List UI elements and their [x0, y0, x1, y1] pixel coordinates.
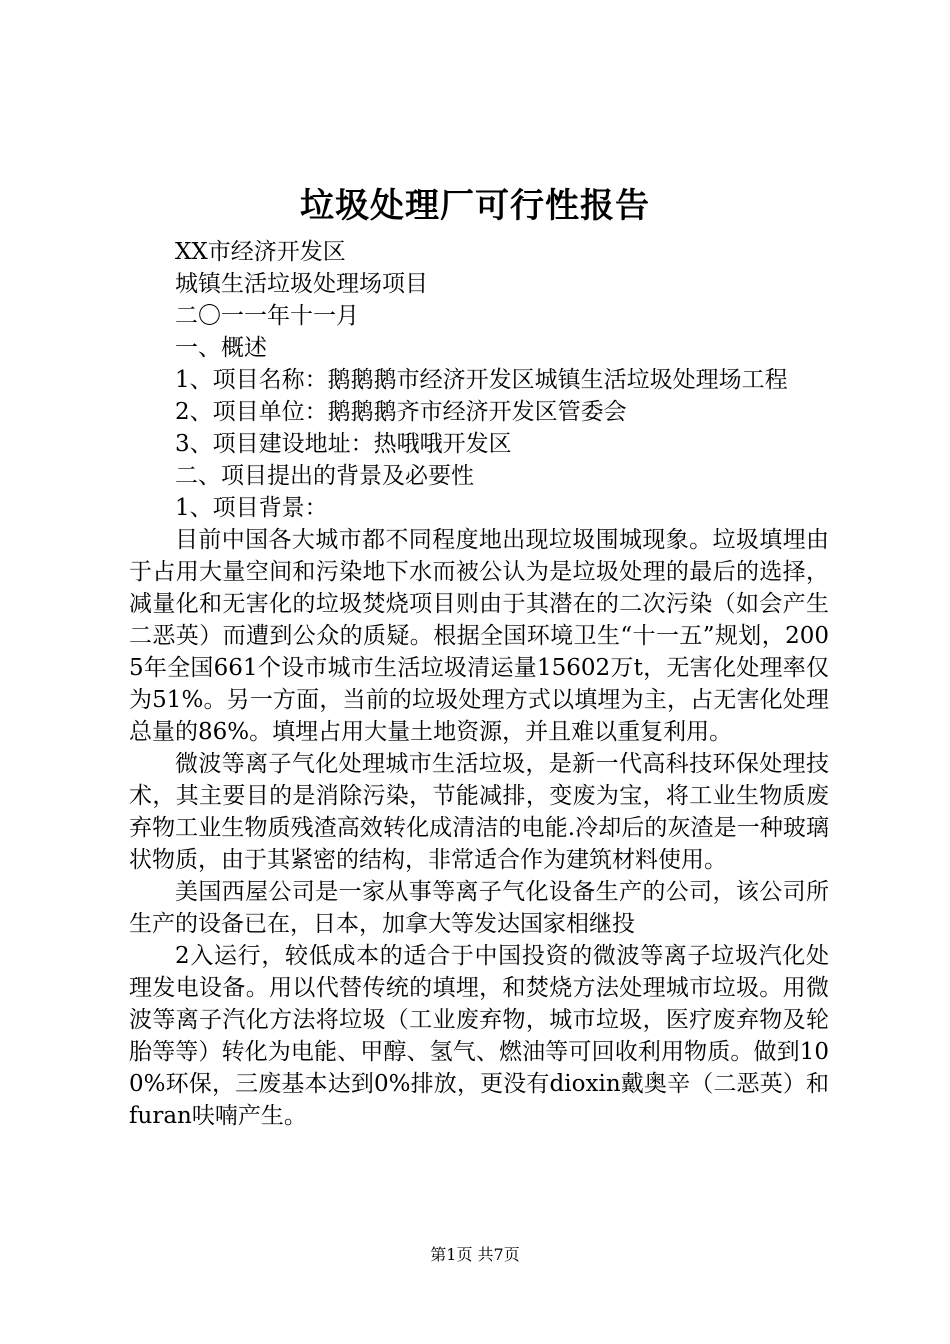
section-heading-overview: 一、概述 [175, 335, 267, 361]
paragraph-operation: 2入运行，较低成本的适合于中国投资的微波等离子垃圾汽化处理发电设备。用以代替传统的填埋，和焚烧方法处理城市垃圾。用微波等离子汽化方法将垃圾（工业废弃物，城市垃圾，医疗废弃物及轮胎等等）转化为电能、甲醇、氢气、燃油等可回收利用物质。做到100%环保，三废基本达到0%排放，更没有dioxin戴奥辛（二恶英）和furan呋喃产生。 [129, 943, 829, 1129]
document-body [129, 236, 829, 1132]
paragraph-project-address: 3、项目建设地址：热哦哦开发区 [175, 431, 512, 457]
section-heading-background: 二、项目提出的背景及必要性 [175, 463, 474, 489]
document-title: 垃圾处理厂可行性报告 [300, 186, 650, 226]
page-footer: 第1页 共7页 [430, 1245, 520, 1264]
paragraph-project: 城镇生活垃圾处理场项目 [175, 271, 428, 297]
subheading-project-background: 1、项目背景： [175, 495, 328, 521]
paragraph-project-unit: 2、项目单位：鹅鹅鹅齐市经济开发区管委会 [175, 399, 627, 425]
paragraph-westinghouse: 美国西屋公司是一家从事等离子气化设备生产的公司，该公司所生产的设备已在，日本，加拿大等发达国家相继投 [129, 879, 829, 937]
paragraph-microwave-plasma: 微波等离子气化处理城市生活垃圾，是新一代高科技环保处理技术，其主要目的是消除污染，节能减排，变废为宝，将工业生物质废弃物工业生物质残渣高效转化成清洁的电能.冷却后的灰渣是一种玻璃状物质，由于其紧密的结构，非常适合作为建筑材料使用。 [129, 751, 829, 873]
paragraph-project-name: 1、项目名称：鹅鹅鹅市经济开发区城镇生活垃圾处理场工程 [175, 367, 788, 393]
paragraph-date: 二〇一一年十一月 [175, 303, 359, 329]
paragraph-background-text: 目前中国各大城市都不同程度地出现垃圾围城现象。垃圾填埋由于占用大量空间和污染地下水而被公认为是垃圾处理的最后的选择，减量化和无害化的垃圾焚烧项目则由于其潜在的二次污染（如会产生二恶英）而遭到公众的质疑。根据全国环境卫生“十一五”规划，2005年全国661个设市城市生活垃圾清运量15602万t，无害化处理率仅为51%。另一方面，当前的垃圾处理方式以填埋为主，占无害化处理总量的86%。填埋占用大量土地资源，并且难以重复利用。 [129, 527, 829, 745]
paragraph-location: XX市经济开发区 [175, 239, 346, 265]
